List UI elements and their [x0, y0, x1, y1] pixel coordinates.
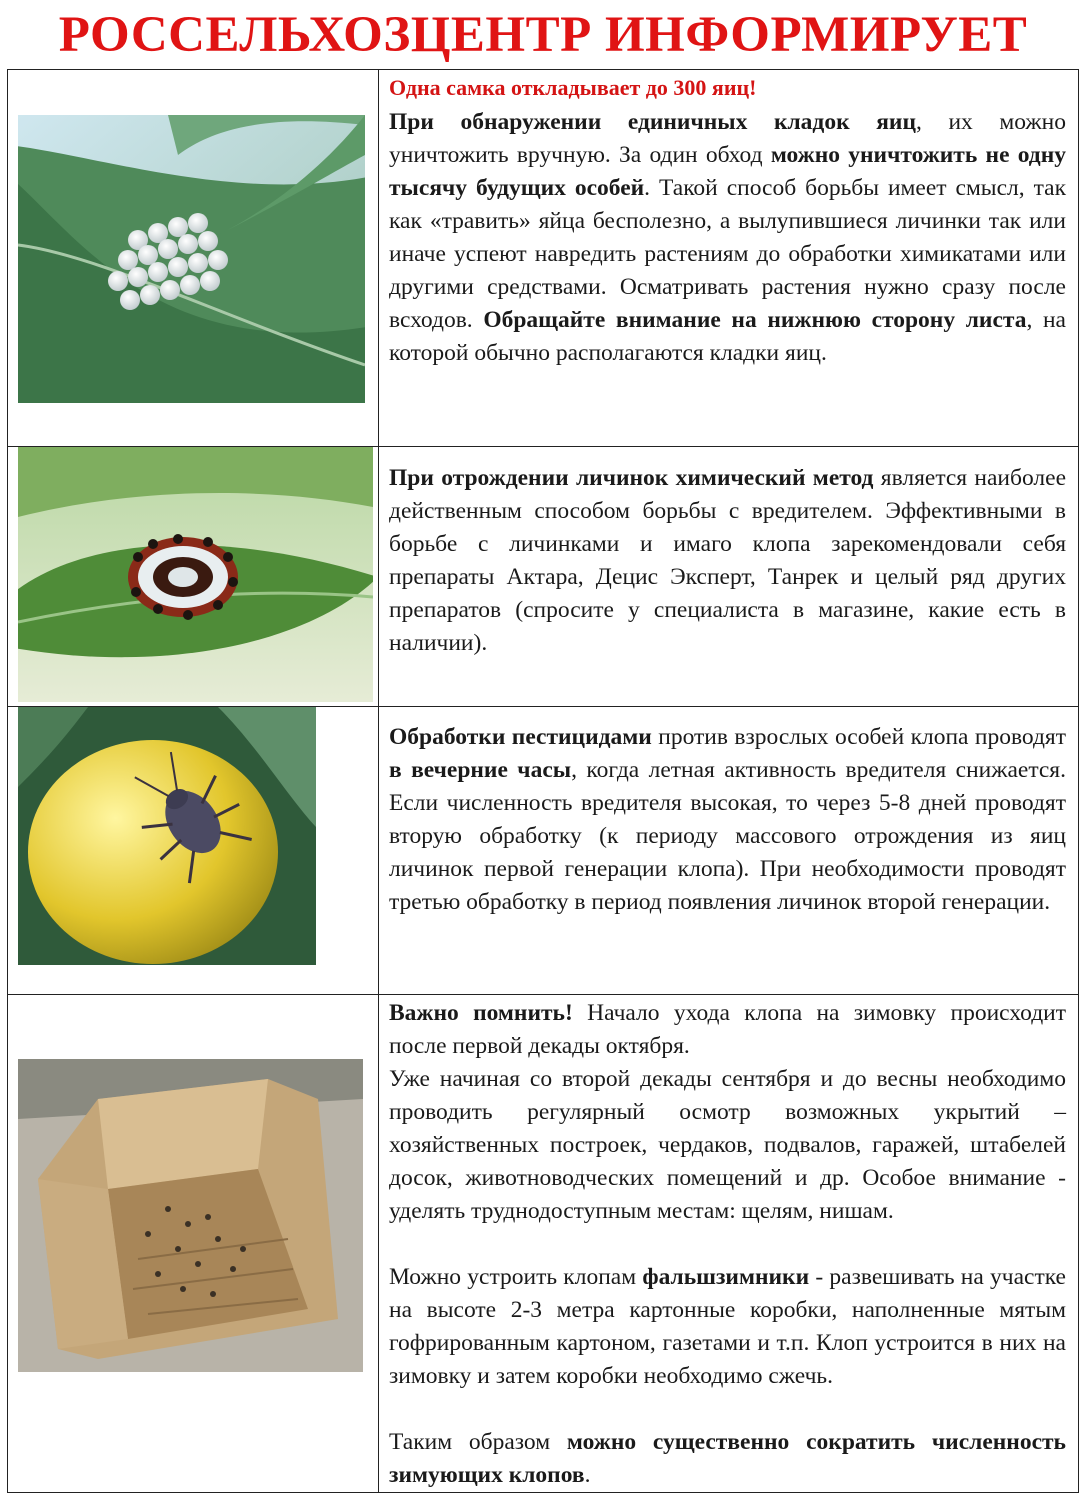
section-wintering	[8, 995, 1078, 1492]
section-adults	[8, 707, 1078, 995]
image-cell	[8, 995, 379, 1492]
section-text-3: Можно устроить клопам фальшзимники - развешивать на участке на высоте 2-3 метра картонные коробки, наполненные мятым гофрированным картоном, газетами и т.п. Клоп устроится в них на зимовку и затем коробки необходимо сжечь.	[389, 1264, 1066, 1389]
section-nymphs	[8, 447, 1078, 707]
image-cell	[8, 447, 379, 706]
hatching-nymphs-on-leaf-photo	[18, 447, 373, 702]
leaf-with-egg-cluster-photo	[18, 115, 365, 403]
section-text-1: Важно помнить! Начало ухода клопа на зимовку происходит после первой декады октября.	[389, 1000, 1067, 1059]
stink-bug-on-citrus-fruit-photo	[18, 707, 316, 965]
info-table	[7, 69, 1079, 1493]
cardboard-box-trap-with-bugs-photo	[18, 1059, 363, 1372]
section-text: При отрождении личинок химический метод является наиболее действенным способом борьбы с вредителем. Эффективными в борьбе с личинками и имаго клопа зарекомендовали себя препараты Актара, Децис Эксперт, Танрек и целый ряд других препаратов (спросите у специалиста в магазине, какие есть в наличии).	[389, 465, 1066, 656]
text-cell	[379, 707, 1078, 994]
section-text: При обнаружении единичных кладок яиц, их можно уничтожить вручную. За один обход можно уничтожить не одну тысячу будущих особей. Такой способ борьбы имеет смысл, так как «травить» яйца бесполезно, а вылупившиеся личинки так или иначе успеют навредить растениям до обработки химикатами или другими средствами. Осматривать растения нужно сразу после всходов. Обращайте внимание на нижнюю сторону листа, на которой обычно располагаются кладки яиц.	[389, 109, 1066, 366]
text-cell	[379, 447, 1078, 706]
section-eggs	[8, 70, 1078, 447]
section-headline: Одна самка откладывает до 300 яиц!	[389, 75, 757, 100]
section-text-4: Таким образом можно существенно сократить численность зимующих клопов.	[389, 1429, 1066, 1488]
page-title: РОССЕЛЬХОЗЦЕНТР ИНФОРМИРУЕТ	[58, 7, 1028, 63]
text-cell	[379, 995, 1078, 1492]
section-text-2: Уже начиная со второй декады сентября и до весны необходимо проводить регулярный осмотр возможных укрытий – хозяйственных построек, чердаков, подвалов, гаражей, штабелей досок, животноводческих помещений и др. Особое внимание - уделять труднодоступным местам: щелям, нишам.	[389, 1066, 1066, 1224]
section-text: Обработки пестицидами против взрослых особей клопа проводят в вечерние часы, когда летная активность вредителя снижается. Если численность вредителя высокая, то через 5-8 дней проводят вторую обработку (к периоду массового отрождения из яиц личинок первой генерации клопа). При необходимости проводят третью обработку в период появления личинок второй генерации.	[389, 724, 1067, 915]
image-cell	[8, 70, 379, 446]
text-cell	[379, 70, 1078, 446]
image-cell	[8, 707, 379, 994]
